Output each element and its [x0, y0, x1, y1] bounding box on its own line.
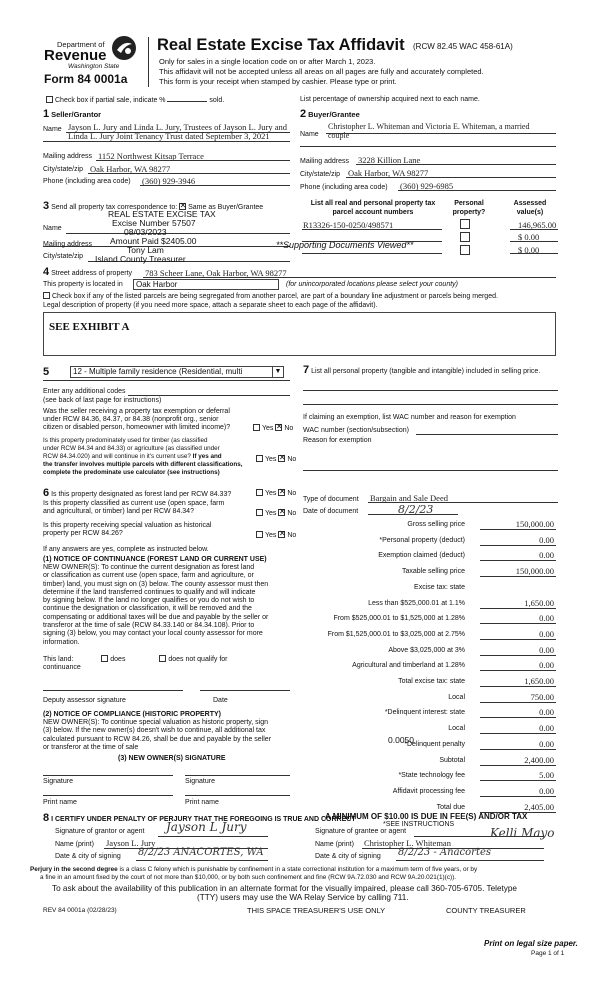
calc-row-underline — [480, 749, 556, 750]
calc-row-underline — [480, 686, 556, 687]
use-code-select[interactable] — [70, 366, 284, 378]
calc-row-underline — [480, 655, 556, 656]
grantor-name-label: Name (print) — [55, 841, 94, 848]
historic-no-checkbox[interactable] — [278, 531, 285, 538]
section-8-heading: 8 I CERTIFY UNDER PENALTY OF PERJURY THAT THE FOREGOING IS TRUE AND CORRECT — [43, 812, 356, 824]
personal-property-checkbox-1[interactable] — [460, 219, 470, 229]
grantee-signature-label: Signature of grantee or agent — [315, 828, 407, 835]
calc-row-underline — [480, 780, 556, 781]
exemption-wac-note: If claiming an exemption, list WAC number and reason for exemption — [303, 414, 516, 421]
doc-type-value[interactable]: Bargain and Sale Deed — [370, 493, 448, 503]
buyer-name-label: Name — [300, 131, 319, 138]
page-number: Page 1 of 1 — [531, 950, 565, 957]
calc-row-value[interactable]: 750.00 — [530, 692, 554, 702]
timber-yes-checkbox[interactable] — [256, 455, 263, 462]
header-note-1: Only for sales in a single location code on or after March 1, 2023. — [159, 57, 376, 66]
calc-row-label: *Personal property (deduct) — [379, 537, 465, 544]
section-7-heading: 7 List all personal property (tangible and intangible) included in selling price. — [303, 364, 541, 376]
if-yes-note: If any answers are yes, complete as instructed below. — [43, 546, 209, 553]
calc-row-underline — [480, 717, 556, 718]
location-note: (for unincorporated locations please select your county) — [286, 281, 458, 288]
local-rate-value: 0.0050 — [388, 735, 414, 745]
calc-row-value[interactable]: 1,650.00 — [524, 676, 554, 686]
treasurer-use-label: THIS SPACE TREASURER'S USE ONLY — [247, 906, 386, 915]
use-code-select-value: 12 - Multiple family residence (Residential, multi — [73, 367, 243, 376]
exemption-yes-checkbox[interactable] — [253, 424, 260, 431]
minimum-due-note: A MINIMUM OF $10.00 IS DUE IN FEE(S) AND/OR TAX — [325, 812, 528, 821]
calc-row-underline — [480, 608, 556, 609]
forest-no-checkbox[interactable] — [278, 489, 285, 496]
owner-signature-label-2: Signature — [185, 778, 215, 785]
calc-row-value[interactable]: 0.00 — [539, 707, 554, 717]
calc-row-underline — [480, 560, 556, 561]
exemption-question: Was the seller receiving a property tax exemption or deferral under RCW 84.36, 84.37, or 84.38 (nonprofit org., senior citizen or disabled person, homeowner with limited income)? — [43, 408, 231, 431]
stamp-line-2: Excise Number 57507 — [112, 218, 196, 228]
notice-compliance-title: (2) NOTICE OF COMPLIANCE (HISTORIC PROPERTY) — [43, 711, 221, 718]
current-use-no-checkbox[interactable] — [278, 509, 285, 516]
calc-row-underline — [480, 545, 556, 546]
continuance-label: continuance — [43, 664, 81, 671]
calc-row-label: Local — [448, 725, 465, 732]
location-select[interactable] — [133, 279, 279, 290]
notice-continuance-text: NEW OWNER(S): To continue the current designation as forest land or classification as current use (open space, farm and agriculture, or timber) land, you must sign on (3) below. The county assessor must then determine if the land transferred continues to qualify and will indicate by signing below. If the land no longer qualifies or you do not wish to continue the designation or classification, it will be removed and the compensating or additional taxes will be due and payable by the seller or transferor at the time of sale (RCW 84.33.140 or 84.34.108). Prior to signing (3) below, you may contact your local county assessor for more information. — [43, 564, 269, 646]
current-use-answer: Yes ✕ No — [256, 509, 296, 517]
historic-yes-checkbox[interactable] — [256, 531, 263, 538]
grantor-date-label: Date & city of signing — [55, 853, 121, 860]
rcw-reference: (RCW 82.45 WAC 458-61A) — [413, 42, 513, 51]
legal-size-note: Print on legal size paper. — [484, 939, 578, 948]
calc-row-underline — [480, 576, 556, 577]
grantor-name-value[interactable]: Jayson L. Jury — [106, 838, 156, 848]
notice-compliance-text: NEW OWNER(S): To continue special valuation as historic property, sign (3) below. If the new owner(s) doesn't wish to continue, all additional tax calculated pursuant to RCW 84.26, shall be due and payable by the seller or transferor at the time of sale — [43, 719, 272, 751]
calc-row-label: Less than $525,000.01 at 1.1% — [368, 600, 465, 607]
partial-sale-row: Check box if partial sale, indicate % sold. — [46, 96, 224, 104]
alternate-format-notice: To ask about the availability of this publication in an alternate format for the visually impaired, please call 360-705-6705. Teletype (TTY) users may use the WA Relay Service by calling 711. — [52, 884, 517, 902]
calc-row-label: Local — [448, 694, 465, 701]
revenue-logo-text: Revenue — [44, 47, 107, 64]
see-instructions: *SEE INSTRUCTIONS — [383, 821, 455, 828]
property-street-value[interactable]: 783 Scheer Lane, Oak Harbor, WA 98277 — [145, 268, 287, 278]
assessed-value-1[interactable]: 146,965.00 — [518, 220, 557, 230]
stamp-line-4: Amount Paid $2405.00 — [110, 236, 197, 246]
calc-row-underline — [480, 796, 556, 797]
personal-property-header: Personal property? — [452, 200, 486, 216]
legal-description-label: Legal description of property (if you need more space, attach a separate sheet to each page of the affidavit). — [43, 302, 378, 309]
partial-pct-field[interactable] — [167, 101, 207, 102]
grantee-date-label: Date & city of signing — [315, 853, 381, 860]
historic-answer: Yes ✕ No — [256, 531, 296, 539]
section-3-heading: 3 Send all property tax correspondence to: ✕ Same as Buyer/Grantee — [43, 200, 263, 212]
calc-row-value[interactable]: 0.00 — [539, 723, 554, 733]
tax-corr-name-label: Name — [43, 225, 62, 232]
current-use-yes-checkbox[interactable] — [256, 509, 263, 516]
assessed-value-header: Assessed value(s) — [513, 200, 547, 216]
header-note-3: This form is your receipt when stamped by cashier. Please type or print. — [159, 77, 397, 86]
parcel-number-1[interactable]: R13326-150-0250/498571 — [303, 220, 394, 230]
calc-row-value[interactable]: 150,000.00 — [515, 519, 554, 529]
calc-row-underline — [480, 702, 556, 703]
calc-row-label: *State technology fee — [398, 772, 465, 779]
tax-corr-city-label: City/state/zip — [43, 253, 84, 260]
parcel-list-header: List all real and personal property tax parcel account numbers — [310, 200, 436, 216]
calc-row-label: Agricultural and timberland at 1.28% — [352, 662, 465, 669]
assessed-value-2[interactable]: $ 0.00 — [518, 232, 540, 242]
chevron-down-icon[interactable]: ▼ — [272, 367, 283, 377]
seller-name-line-1[interactable]: Jayson L. Jury and Linda L. Jury, Trustees of Jayson L. Jury and — [68, 122, 288, 132]
timber-answer: Yes ✕ No — [256, 455, 296, 463]
header-note-2: This affidavit will not be accepted unless all areas on all pages are fully and accurately completed. — [159, 67, 484, 76]
grantee-date-value[interactable]: 8/2/23 - Anacortes — [398, 847, 492, 858]
doc-date-label: Date of document — [303, 508, 359, 515]
seller-city-label: City/state/zip — [43, 166, 84, 173]
personal-property-checkbox-3[interactable] — [460, 245, 470, 255]
seller-name-label: Name — [43, 126, 62, 133]
calc-row-label: Excise tax: state — [414, 584, 465, 591]
county-treasurer-label: COUNTY TREASURER — [446, 906, 526, 915]
seller-phone-label: Phone (including area code) — [43, 178, 131, 185]
doc-date-value[interactable]: 8/2/23 — [398, 503, 434, 516]
land-does-not-checkbox[interactable] — [159, 655, 166, 662]
calc-row-value[interactable]: 0.00 — [539, 535, 554, 545]
seller-mail-label: Mailing address — [43, 153, 93, 160]
dept-label: Department of — [57, 40, 105, 49]
deputy-signature-label: Deputy assessor signature — [43, 697, 126, 704]
calc-row-underline — [480, 639, 556, 640]
forest-answer: Yes ✕ No — [256, 489, 296, 497]
historic-question: Is this property receiving special valuation as historical property per RCW 84.26? — [43, 522, 212, 537]
timber-no-checkbox[interactable] — [278, 455, 285, 462]
seller-city-value[interactable]: Oak Harbor, WA 98277 — [90, 164, 171, 174]
buyer-name-line-2[interactable]: couple — [328, 131, 350, 140]
doc-type-label: Type of document — [303, 496, 359, 503]
revision-label: REV 84 0001a (02/28/23) — [43, 907, 117, 914]
calc-row-label: Total due — [436, 804, 465, 811]
buyer-name-line-1[interactable]: Christopher L. Whiteman and Victoria E. Whiteman, a married — [328, 122, 530, 131]
section-5-number: 5 — [43, 366, 50, 378]
wac-number-label: WAC number (section/subsection) — [303, 427, 409, 434]
new-owner-signature-title: (3) NEW OWNER(S) SIGNATURE — [118, 755, 226, 762]
buyer-phone-value[interactable]: (360) 929-6985 — [400, 181, 454, 191]
stamp-line-5: Tony Lam — [127, 245, 164, 255]
grantee-signature-value[interactable]: Kelli Mayo — [490, 826, 555, 840]
form-number: Form 84 0001a — [44, 72, 128, 86]
revenue-logo-icon — [112, 36, 136, 60]
calc-row-label: Subtotal — [439, 757, 465, 764]
stamp-line-7: **Supporting Documents Viewed** — [276, 240, 414, 250]
seller-name-line-2[interactable]: Linda L. Jury Joint Tenancy Trust dated September 3, 2021 — [68, 131, 270, 141]
personal-property-checkbox-2[interactable] — [460, 232, 470, 242]
stamp-line-6: Island County Treasurer — [95, 254, 186, 264]
section-1-heading: 1 Seller/Grantor — [43, 108, 102, 120]
grantor-date-value[interactable]: 8/2/23 ANACORTES, WA — [138, 847, 264, 858]
calc-row-value[interactable]: 0.00 — [539, 786, 554, 796]
segregation-checkbox[interactable] — [43, 292, 50, 299]
stamp-line-1: REAL ESTATE EXCISE TAX — [108, 209, 216, 219]
location-label: This property is located in — [43, 281, 123, 288]
calc-row-value[interactable]: 1,650.00 — [524, 598, 554, 608]
owner-print-label-2: Print name — [185, 799, 219, 806]
calc-row-label: *Delinquent interest: state — [384, 709, 465, 716]
land-does-checkbox[interactable] — [101, 655, 108, 662]
perjury-notice: Perjury in the second degree is a class C felony which is punishable by confinement in a state correctional institution for a maximum term of five years, or by a fine in an amount fixed by the court of not more than $10,000, or by both such confinement and fine (RCW 9A.72.030 and RCW 9A.20.021(1)(c)). — [30, 866, 478, 881]
grantee-name-value[interactable]: Christopher L. Whiteman — [364, 838, 451, 848]
calc-row-label: Exemption claimed (deduct) — [378, 552, 465, 559]
calc-row-value[interactable]: 5.00 — [539, 770, 554, 780]
owner-print-label-1: Print name — [43, 799, 77, 806]
owner-signature-label-1: Signature — [43, 778, 73, 785]
section-6-q1: 6 Is this property designated as forest land per RCW 84.33? — [43, 487, 232, 499]
calc-row-underline — [480, 670, 556, 671]
calc-row-label: Taxable selling price — [401, 568, 465, 575]
calc-row-value[interactable]: 0.00 — [539, 739, 554, 749]
calc-row-label: From $1,525,000.01 to $3,025,000 at 2.75% — [327, 631, 465, 638]
calc-row-value[interactable]: 0.00 — [539, 613, 554, 623]
assessed-value-3[interactable]: $ 0.00 — [518, 245, 540, 255]
deputy-date-label: Date — [213, 697, 228, 704]
segregation-row: Check box if any of the listed parcels are being segregated from another parcel, are part of a boundary line adjustment or parcels being merged. — [43, 292, 498, 300]
forest-yes-checkbox[interactable] — [256, 489, 263, 496]
header-divider — [148, 37, 149, 87]
state-label: Washington State — [68, 63, 120, 70]
calc-row-underline — [480, 765, 556, 766]
current-use-question: Is this property classified as current use (open space, farm and agricultural, or timber) land per RCW 84.34? — [43, 500, 225, 515]
timber-question: Is this property predominately used for timber (as classified under RCW 84.34 and 84.33) or agriculture (as classified under RCW 84.34.020) and will continue in it's current use? If yes and the transfer involves multiple parcels with different classifications, complete the predominate use calculator (see instructions) — [43, 437, 243, 476]
buyer-mail-value[interactable]: 3228 Killion Lane — [358, 155, 421, 165]
calc-row-value[interactable]: 0.00 — [539, 660, 554, 670]
calc-row-label: Affidavit processing fee — [392, 788, 465, 795]
exemption-no-checkbox[interactable] — [275, 424, 282, 431]
calc-row-value[interactable]: 2,405.00 — [524, 802, 554, 812]
notice-continuance-title: (1) NOTICE OF CONTINUANCE (FOREST LAND OR CURRENT USE) — [43, 556, 267, 563]
calc-row-label: *Delinquent penalty — [404, 741, 465, 748]
calc-row-underline — [480, 529, 556, 530]
section-2-heading: 2 Buyer/Grantee — [300, 108, 360, 120]
calc-row-value[interactable]: 2,400.00 — [524, 755, 554, 765]
calc-row-value[interactable]: 0.00 — [539, 629, 554, 639]
additional-codes-note: (see back of last page for instructions) — [43, 397, 162, 404]
calc-row-value[interactable]: 0.00 — [539, 550, 554, 560]
tax-corr-mail-label: Mailing address — [43, 241, 93, 248]
legal-description-value: SEE EXHIBIT A — [49, 321, 130, 333]
grantor-signature-label: Signature of grantor or agent — [55, 828, 145, 835]
calc-row-label: Total excise tax: state — [398, 678, 465, 685]
calc-row-label: From $525,000.01 to $1,525,000 at 1.28% — [333, 615, 465, 622]
grantee-name-label: Name (print) — [315, 841, 354, 848]
location-select-value: Oak Harbor — [136, 280, 178, 289]
exemption-answer: Yes ✕ No — [253, 424, 293, 432]
calc-row-value[interactable]: 150,000.00 — [515, 566, 554, 576]
list-percentage-note: List percentage of ownership acquired next to each name. — [300, 96, 480, 103]
buyer-mail-label: Mailing address — [300, 158, 350, 165]
buyer-city-label: City/state/zip — [300, 171, 341, 178]
seller-phone-value[interactable]: (360) 929-3946 — [142, 176, 196, 186]
calc-row-underline — [480, 733, 556, 734]
partial-sale-checkbox[interactable] — [46, 96, 53, 103]
additional-codes-label: Enter any additional codes — [43, 388, 126, 395]
calc-row-underline — [480, 623, 556, 624]
calc-row-label: Gross selling price — [407, 521, 465, 528]
seller-mail-value[interactable]: 1152 Northwest Kitsap Terrace — [98, 151, 204, 161]
grantor-signature-value[interactable]: Jayson L Jury — [166, 820, 247, 834]
buyer-phone-label: Phone (including area code) — [300, 184, 388, 191]
section-4-heading: 4 Street address of property — [43, 266, 133, 278]
page-title: Real Estate Excise Tax Affidavit — [157, 36, 405, 54]
calc-row-value[interactable]: 0.00 — [539, 645, 554, 655]
legal-description-box[interactable] — [43, 312, 556, 356]
stamp-line-3: 08/03/2023 — [124, 227, 167, 237]
buyer-city-value[interactable]: Oak Harbor, WA 98277 — [348, 168, 429, 178]
reason-label: Reason for exemption — [303, 437, 372, 444]
land-qualify-row: This land: does does not qualify for — [43, 656, 228, 663]
calc-row-label: Above $3,025,000 at 3% — [388, 647, 465, 654]
